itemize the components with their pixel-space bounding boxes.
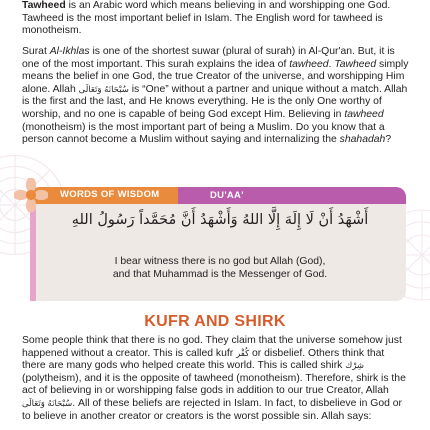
paragraph-text: is an Arabic word which means believing in and worshipping one God. Tawheed is the most important belief in Islam. The English word for tawheed is monotheism. — [22, 0, 391, 37]
box-accent-bar — [30, 205, 36, 301]
section-heading: KUFR AND SHIRK — [144, 313, 286, 330]
paragraph-text: (polytheism), and it is the opposite of tawheed (monotheism). Therefore, shirk is the act of believing in or worshipping false gods in addition to our true Creator, Allah — [22, 372, 406, 397]
paragraph-text: (monotheism) is the most important part of being a Muslim. Do you know that a person cannot become a Muslim without saying and internalizing the — [22, 121, 385, 146]
arabic-word-shirk: شِرْك — [345, 361, 365, 372]
term-al-ikhlas: Al-Ikhlas — [49, 46, 90, 57]
shahadah-translation — [60, 255, 380, 281]
duaa-label: DU'AA' — [210, 190, 244, 201]
term-tawheed: tawheed — [344, 108, 384, 120]
term-shahadah: shahadah — [339, 134, 386, 146]
words-of-wisdom-box — [30, 187, 406, 301]
paragraph-text: or disbelief. Others think that there are many gods who helped create this world. This is called shirk — [22, 347, 385, 372]
paragraph-text: is “One” without a partner and unique without a match. Allah is the first and the last, and He knows everything. He is the only One worthy of worship, and no one is capable of being God except Him. Believing in — [22, 83, 408, 120]
paragraph-text: simply means the belief in one God, the true Creator of the universe, and worshipping Him alone. Allah — [22, 58, 409, 95]
paragraph-text: Surat — [22, 46, 50, 57]
arabic-honorific: سُبْحَانَهُ وَتَعَالَى — [22, 398, 73, 409]
translation-line: and that Muhammad is the Messenger of God. — [112, 269, 328, 280]
paragraph-text: ? — [385, 134, 392, 146]
shahadah-arabic-text: أَشْهَدُ أَنْ لَا إِلَهَ إِلَّا اللهُ وَأَشْهَدُ أَنَّ مُحَمَّداً رَسُولُ اللهِ — [71, 212, 369, 228]
term-tawheed: tawheed — [289, 58, 329, 70]
paragraph-text: . All of these beliefs are rejected in Islam. In fact, to disbelieve in God or to believe in another creator or creators is the worst possible sin. Allah says: — [22, 397, 403, 422]
translation-line: I bear witness there is no god but Allah (God), — [114, 256, 326, 267]
paragraph-text: . — [328, 58, 335, 70]
arabic-word-kufr: كُفْر — [236, 348, 250, 359]
term-tawheed: Tawheed — [22, 0, 66, 11]
words-of-wisdom-label: WORDS OF WISDOM — [60, 189, 160, 200]
flower-icon — [14, 178, 48, 212]
arabic-honorific: سُبْحَانَهُ وَتَعَالَى — [78, 84, 129, 95]
paragraph-text: Some people think that there is no god. They claim that the universe somehow just happened without a creator. This is called kufr — [22, 335, 402, 359]
term-tawheed: Tawheed — [334, 58, 377, 70]
paragraph-surat-al-ikhlas — [22, 46, 410, 147]
paragraph-text: is one of the shortest suwar (plural of surah) in Al-Qur'an. But, it is one of the most important. This surah explains the idea of — [22, 46, 395, 70]
paragraph-tawheed-definition — [22, 0, 410, 38]
paragraph-kufr-and-shirk — [22, 335, 410, 423]
